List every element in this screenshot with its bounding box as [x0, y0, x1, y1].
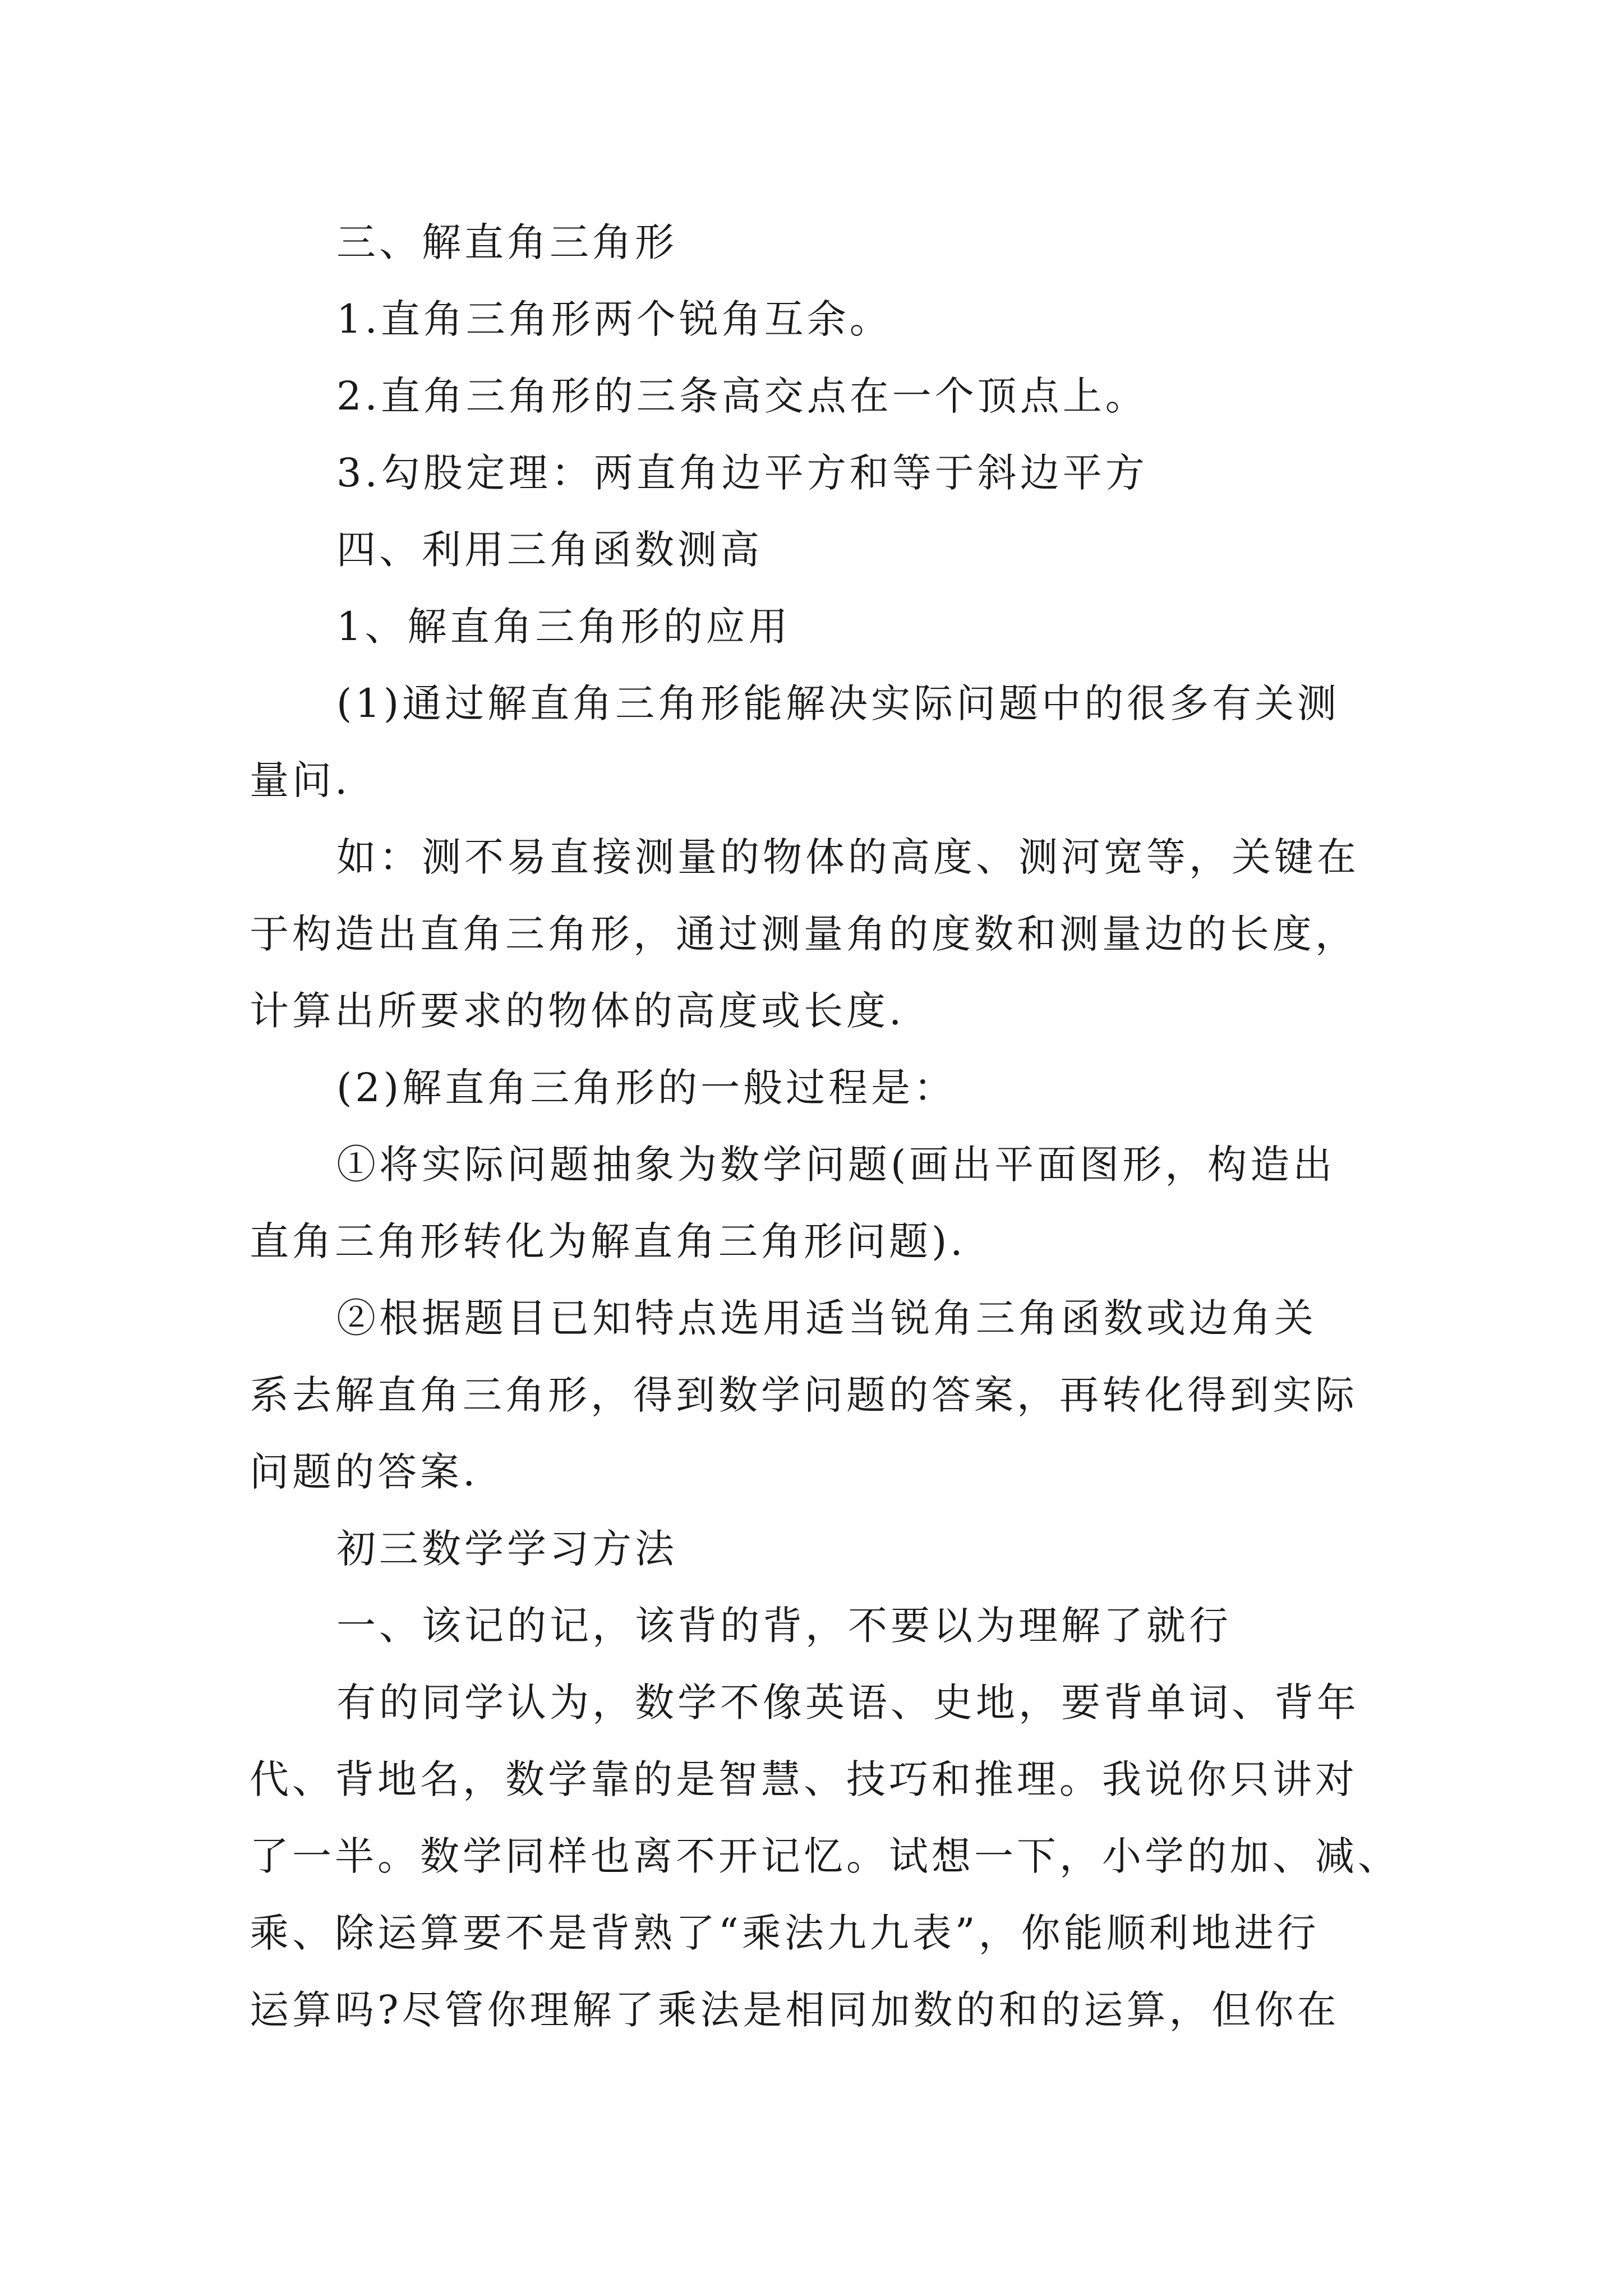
section-heading-3: 三、解直角三角形 — [336, 219, 677, 265]
paragraph-line: 计算出所要求的物体的高度或长度. — [250, 988, 905, 1034]
paragraph-line: 代、背地名，数学靠的是智慧、技巧和推理。我说你只讲对 — [250, 1756, 1358, 1802]
paragraph-line: 有的同学认为，数学不像英语、史地，要背单词、背年 — [336, 1680, 1359, 1726]
paragraph-line: 如：测不易直接测量的物体的高度、测河宽等，关键在 — [336, 834, 1359, 880]
paragraph-line: 乘、除运算要不是背熟了“乘法九九表”，你能顺利地进行 — [250, 1910, 1320, 1956]
paragraph-line: 1.直角三角形两个锐角互余。 — [336, 296, 892, 342]
paragraph-line: 系去解直角三角形，得到数学问题的答案，再转化得到实际 — [250, 1372, 1358, 1418]
paragraph-line: (1)通过解直角三角形能解决实际问题中的很多有关测 — [336, 680, 1340, 726]
paragraph-line: 问题的答案. — [250, 1449, 479, 1495]
paragraph-line: 2.直角三角形的三条高交点在一个顶点上。 — [336, 373, 1148, 419]
section-title: 初三数学学习方法 — [336, 1526, 677, 1572]
method-heading-1: 一、该记的记，该背的背，不要以为理解了就行 — [336, 1603, 1232, 1649]
paragraph-line: 直角三角形转化为解直角三角形问题). — [250, 1218, 966, 1264]
paragraph-line: 了一半。数学同样也离不开记忆。试想一下，小学的加、减、 — [250, 1833, 1400, 1879]
paragraph-line: ②根据题目已知特点选用适当锐角三角函数或边角关 — [336, 1295, 1317, 1341]
paragraph-line: 量问. — [250, 757, 351, 803]
paragraph-line: (2)解直角三角形的一般过程是： — [336, 1065, 957, 1111]
section-heading-4: 四、利用三角函数测高 — [336, 527, 763, 573]
paragraph-line: 运算吗?尽管你理解了乘法是相同加数的和的运算，但你在 — [250, 1987, 1340, 2033]
subsection-heading: 1、解直角三角形的应用 — [336, 604, 791, 650]
paragraph-line: 于构造出直角三角形，通过测量角的度数和测量边的长度， — [250, 911, 1358, 957]
paragraph-line: ①将实际问题抽象为数学问题(画出平面图形，构造出 — [336, 1142, 1336, 1188]
paragraph-line: 3.勾股定理：两直角边平方和等于斜边平方 — [336, 450, 1148, 496]
